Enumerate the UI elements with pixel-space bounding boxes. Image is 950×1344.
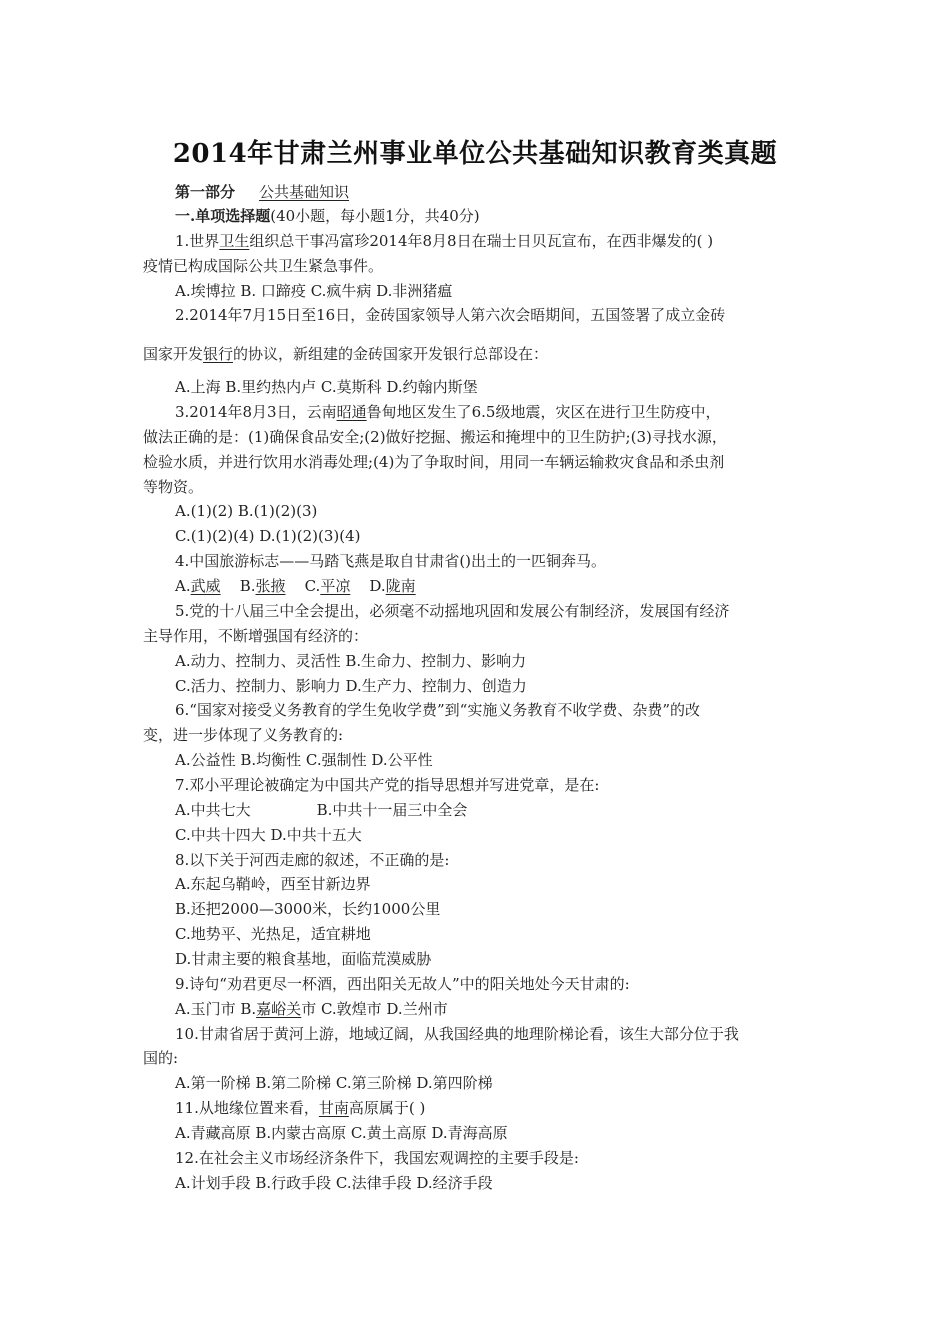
option-text: 平凉 [320,577,351,595]
question-6-text-cont: 变，进一步体现了义务教育的: [143,726,344,744]
section-note: (40小题，每小题1分，共40分) [270,207,480,225]
text-run: 市 C.敦煌市 D.兰州市 [301,1000,448,1018]
question-3-text-cont: 检验水质，并进行饮用水消毒处理;(4)为了争取时间，用同一车辆运输救灾食品和杀虫剂 [143,453,725,471]
question-2-options: A.上海 B.里约热内卢 C.莫斯科 D.约翰内斯堡 [175,378,478,396]
question-10-options: A.第一阶梯 B.第二阶梯 C.第三阶梯 D.第四阶梯 [175,1074,493,1092]
question-10-text-cont: 国的: [143,1049,179,1067]
question-7-options: C.中共十四大 D.中共十五大 [175,826,362,844]
question-8-option: B.还把2000—3000米，长约1000公里 [175,900,441,918]
question-5-text-cont: 主导作用，不断增强国有经济的： [143,627,369,645]
question-1-text-cont: 疫情已构成国际公共卫生紧急事件。 [143,257,384,275]
text-run: 国家开发 [143,345,204,363]
option-a: A.中共七大 [175,801,251,819]
document-title: 2014年甘肃兰州事业单位公共基础知识教育类真题 [172,139,778,169]
text-run: 3.2014年8月3日，云南 [175,403,337,421]
question-12-options: A.计划手段 B.行政手段 C.法律手段 D.经济手段 [175,1174,493,1192]
question-5-text: 5.党的十八届三中全会提出，必须毫不动摇地巩固和发展公有制经济，发展国有经济 [175,602,730,620]
option-letter: B. [239,577,256,595]
underlined-term: 卫生 [219,232,250,250]
question-1-options: A.埃博拉 B. 口蹄疫 C.疯牛病 D.非洲猪瘟 [175,282,453,300]
question-7-options [175,800,467,820]
text-run: 组织总干事冯富珍2014年8月8日在瑞士日贝瓦宣布，在西非爆发的( ) [249,232,714,250]
part-label: 第一部分 [175,183,236,201]
option-text: 张掖 [255,577,286,595]
part-name: 公共基础知识 [259,183,350,201]
question-8-option: C.地势平、光热足，适宜耕地 [175,925,371,943]
question-6-options: A.公益性 B.均衡性 C.强制性 D.公平性 [175,751,433,769]
question-7-text: 7.邓小平理论被确定为中国共产党的指导思想并写进党章，是在: [175,776,600,794]
question-3-options: C.(1)(2)(4) D.(1)(2)(3)(4) [175,527,361,545]
question-4-text: 4.中国旅游标志——马踏飞燕是取自甘肃省()出土的一匹铜奔马。 [175,552,607,570]
question-3-text [175,402,720,422]
part-header [175,182,349,202]
question-8-option: A.东起乌鞘岭，西至甘新边界 [175,875,371,893]
question-3-text-cont: 等物资。 [143,478,204,496]
question-3-text-cont: 做法正确的是：(1)确保食品安全;(2)做好挖掘、搬运和掩埋中的卫生防护;(3)寻找水源， [143,428,727,446]
text-run: 鲁甸地区发生了6.5级地震，灾区在进行卫生防疫中， [366,403,721,421]
underlined-term: 甘南 [318,1099,349,1117]
question-9-text: 9.诗句“劝君更尽一杯酒，西出阳关无故人”中的阳关地处今天甘肃的: [175,975,630,993]
option-letter: C. [304,577,321,595]
question-9-options [175,999,448,1019]
option-letter: A. [175,577,191,595]
option-letter: D. [369,577,386,595]
question-1-text [175,231,713,251]
question-5-options: A.动力、控制力、灵活性 B.生命力、控制力、影响力 [175,652,527,670]
question-8-text: 8.以下关于河西走廊的叙述，不正确的是: [175,851,450,869]
underlined-term: 嘉峪关 [256,1000,302,1018]
question-4-options [175,576,416,596]
text-run: 的协议，新组建的金砖国家开发银行总部设在： [233,345,549,363]
section-header [175,206,480,226]
text-run: A.玉门市 B. [175,1000,257,1018]
question-12-text: 12.在社会主义市场经济条件下，我国宏观调控的主要手段是: [175,1149,579,1167]
text-run: 11.从地缘位置来看， [175,1099,319,1117]
underlined-term: 银行 [203,345,234,363]
question-2-text-cont [143,344,548,364]
question-2-text: 2.2014年7月15日至16日，金砖国家领导人第六次会晤期间，五国签署了成立金砖 [175,306,726,324]
question-10-text: 10.甘肃省居于黄河上游，地域辽阔，从我国经典的地理阶梯论看，该生大部分位于我 [175,1025,739,1043]
question-5-options: C.活力、控制力、影响力 D.生产力、控制力、创造力 [175,677,527,695]
option-text: 武威 [190,577,221,595]
question-3-options: A.(1)(2) B.(1)(2)(3) [175,502,318,520]
question-6-text: 6.“国家对接受义务教育的学生免收学费”到“实施义务教育不收学费、杂费”的改 [175,701,700,719]
question-11-options: A.青藏高原 B.内蒙古高原 C.黄土高原 D.青海高原 [175,1124,508,1142]
option-text: 陇南 [385,577,416,595]
text-run: 高原属于( ) [348,1099,426,1117]
underlined-term: 昭通 [336,403,367,421]
text-run: 1.世界 [175,232,220,250]
section-label: 一.单项选择题 [175,207,271,225]
question-8-option: D.甘肃主要的粮食基地，面临荒漠威胁 [175,950,432,968]
question-11-text [175,1098,425,1118]
option-b: B.中共十一届三中全会 [316,801,468,819]
